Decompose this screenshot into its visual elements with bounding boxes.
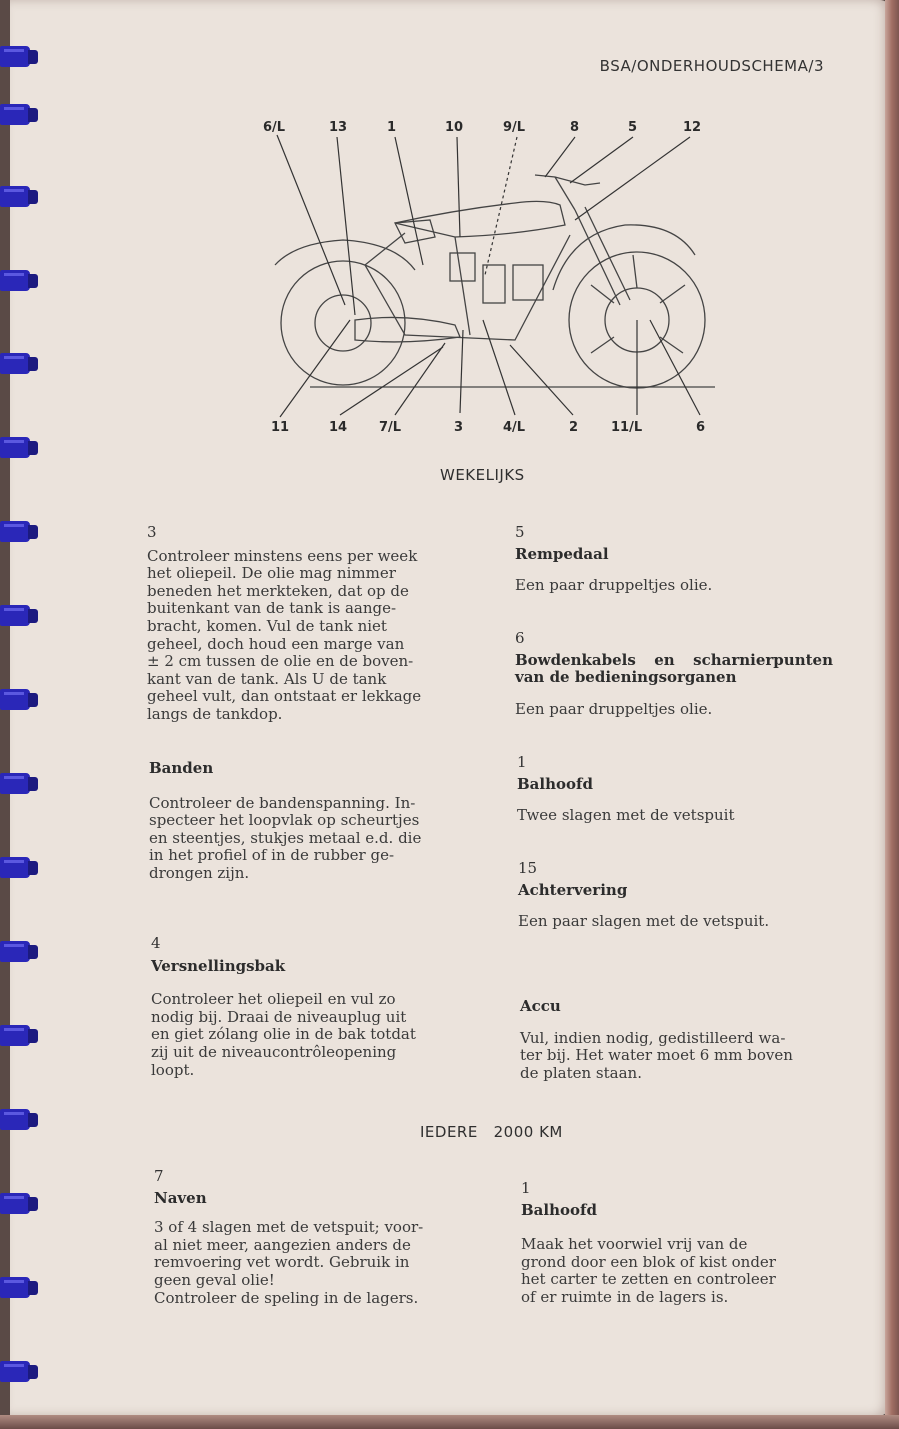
pointer-5: [570, 137, 633, 183]
right-weekly-item: [518, 860, 836, 931]
text-line: en steentjes, stukjes metaal e.d. die: [149, 828, 422, 847]
binding-ring: [0, 104, 38, 125]
text-line: Controleer de speling in de lagers.: [154, 1288, 419, 1307]
binding-ring: [0, 437, 38, 458]
frame: [365, 233, 570, 340]
section-heading-weekly: WEKELIJKS: [440, 466, 525, 484]
pointer-6L: [277, 135, 345, 305]
diagram-label: 5: [628, 120, 638, 135]
page-bottom-edge: [0, 1415, 899, 1429]
pointer-11: [280, 320, 350, 417]
binding-ring: [0, 857, 38, 878]
item-number: 4: [151, 934, 161, 952]
diagram-label: 10: [445, 120, 464, 135]
pointer-1: [395, 137, 423, 265]
binding-ring: [0, 1277, 38, 1298]
item-number: 7: [154, 1167, 164, 1185]
text-line: buitenkant van de tank is aange-: [147, 599, 397, 618]
text-line: remvoering vet wordt. Gebruik in: [154, 1253, 410, 1272]
pointer-7L: [395, 343, 445, 415]
item-title: Balhoofd: [517, 774, 593, 793]
text-line: Controleer de bandenspanning. In-: [149, 793, 416, 812]
binding-ring: [0, 1361, 38, 1382]
diagram-label: 9/L: [503, 120, 526, 135]
header-page-number: /3: [808, 57, 824, 75]
right-weekly-item: [515, 524, 833, 595]
binding-ring: [0, 689, 38, 710]
item-number: 1: [521, 1179, 531, 1197]
text-line: Maak het voorwiel vrij van de: [521, 1235, 748, 1254]
text-line: loopt.: [151, 1060, 195, 1079]
left-weekly-item: [151, 935, 467, 1079]
text-line: Een paar slagen met de vetspuit.: [518, 912, 770, 931]
text-line: in het profiel of in de rubber ge-: [149, 846, 395, 865]
item-number: 3: [147, 523, 157, 541]
header-prefix: BSA/: [599, 57, 637, 75]
text-line: ± 2 cm tussen de olie en de boven-: [147, 652, 414, 671]
pointer-2: [510, 345, 573, 415]
spiral-binding: [0, 0, 50, 1429]
pointer-6: [650, 320, 700, 415]
text-line: geheel, doch houd een marge van: [147, 634, 405, 653]
item-title: Balhoofd: [521, 1200, 597, 1219]
front-spokes: [591, 255, 685, 353]
text-line: al niet meer, aangezien anders de: [154, 1235, 411, 1254]
text-line: de platen staan.: [520, 1063, 642, 1082]
right-2000km-item: [521, 1180, 835, 1307]
diagram-label: 6: [696, 420, 706, 435]
text-line: Controleer het oliepeil en vul zo: [151, 990, 396, 1009]
page-header: [600, 57, 824, 75]
diagram-label: 3: [454, 420, 464, 435]
right-weekly-item: [515, 630, 833, 718]
item-title: Versnellingsbak: [151, 956, 286, 975]
text-line: Controleer minstens eens per week: [147, 546, 418, 565]
binding-ring: [0, 605, 38, 626]
text-line: beneden het merkteken, dat op de: [147, 581, 409, 600]
pointer-12: [575, 137, 690, 220]
front-fork: [575, 207, 630, 305]
text-line: Een paar druppeltjes olie.: [515, 576, 713, 595]
pointer-4L: [483, 320, 515, 415]
text-line: Een paar druppeltjes olie.: [515, 699, 713, 718]
diagram-label: 4/L: [503, 420, 526, 435]
binding-ring: [0, 270, 38, 291]
item-title: Bowdenkabels en scharnierpunten van de bedieningsorganen: [515, 650, 833, 687]
rear-wheel: [281, 261, 405, 385]
text-line: het carter te zetten en controleer: [521, 1270, 776, 1289]
item-title: Rempedaal: [515, 544, 609, 563]
diagram-label: 12: [683, 120, 702, 135]
binding-ring: [0, 46, 38, 67]
binding-ring: [0, 1109, 38, 1130]
diagram-label: 8: [570, 120, 580, 135]
right-weekly-item: [517, 754, 835, 825]
diagram-label: 13: [329, 120, 348, 135]
text-line: kant van de tank. Als U de tank: [147, 669, 387, 688]
item-title: Naven: [154, 1188, 207, 1207]
binding-ring: [0, 521, 38, 542]
binding-ring: [0, 941, 38, 962]
pointer-13: [337, 137, 355, 315]
diagram-label: 6/L: [263, 120, 286, 135]
diagram-label: 7/L: [379, 420, 402, 435]
left-weekly-item: [149, 760, 465, 883]
binding-ring: [0, 186, 38, 207]
left-weekly-item: [147, 524, 463, 724]
cylinder: [450, 253, 475, 281]
binding-ring: [0, 353, 38, 374]
text-line: het oliepeil. De olie mag nimmer: [147, 564, 396, 583]
diagram-label: 11/L: [611, 420, 643, 435]
item-number: 15: [518, 859, 538, 877]
item-title: Achtervering: [518, 880, 628, 899]
text-line: langs de tankdop.: [147, 704, 283, 723]
text-line: geen geval olie!: [154, 1270, 275, 1289]
item-number: 5: [515, 523, 525, 541]
item-title: Banden: [149, 759, 214, 777]
text-line: Twee slagen met de vetspuit: [517, 806, 735, 825]
binding-ring: [0, 1193, 38, 1214]
left-2000km-item: [154, 1168, 470, 1307]
text-line: drongen zijn.: [149, 863, 250, 882]
item-title: Accu: [520, 997, 561, 1015]
pointer-8: [545, 137, 575, 177]
right-weekly-item: [520, 998, 834, 1082]
text-line: en giet zólang olie in de bak totdat: [151, 1025, 416, 1044]
section-heading-2000km: IEDERE 2000 KM: [420, 1123, 563, 1141]
text-line: specteer het loopvlak op scheurtjes: [149, 811, 420, 830]
text-line: of er ruimte in de lagers is.: [521, 1287, 729, 1306]
diagram-label: 11: [271, 420, 290, 435]
pointer-3: [460, 330, 463, 413]
diagram-label: 1: [387, 120, 397, 135]
text-line: zij uit de niveaucontrôleopening: [151, 1042, 397, 1061]
text-line: grond door een blok of kist onder: [521, 1252, 776, 1271]
pointer-14: [340, 347, 443, 415]
rear-hub: [315, 295, 371, 351]
fuel-tank: [395, 201, 565, 237]
motorcycle-diagram: [255, 115, 725, 440]
binding-ring: [0, 1025, 38, 1046]
page-edge: [885, 0, 899, 1429]
item-number: 6: [515, 629, 525, 647]
item-number: 1: [517, 753, 527, 771]
text-line: ter bij. Het water moet 6 mm boven: [520, 1046, 793, 1065]
diagram-label: 2: [569, 420, 579, 435]
binding-ring: [0, 773, 38, 794]
gearbox: [483, 265, 505, 303]
text-line: geheel vult, dan ontstaat er lekkage: [147, 687, 422, 706]
front-mudguard: [553, 225, 695, 290]
diagram-label: 14: [329, 420, 348, 435]
text-line: nodig bij. Draai de niveauplug uit: [151, 1007, 407, 1026]
header-title: ONDERHOUDSCHEMA: [636, 57, 809, 75]
text-line: 3 of 4 slagen met de vetspuit; voor-: [154, 1218, 424, 1237]
text-line: Vul, indien nodig, gedistilleerd wa-: [520, 1028, 786, 1047]
rear-mudguard: [275, 240, 415, 270]
pointer-10: [457, 137, 460, 237]
text-line: bracht, komen. Vul de tank niet: [147, 616, 387, 635]
